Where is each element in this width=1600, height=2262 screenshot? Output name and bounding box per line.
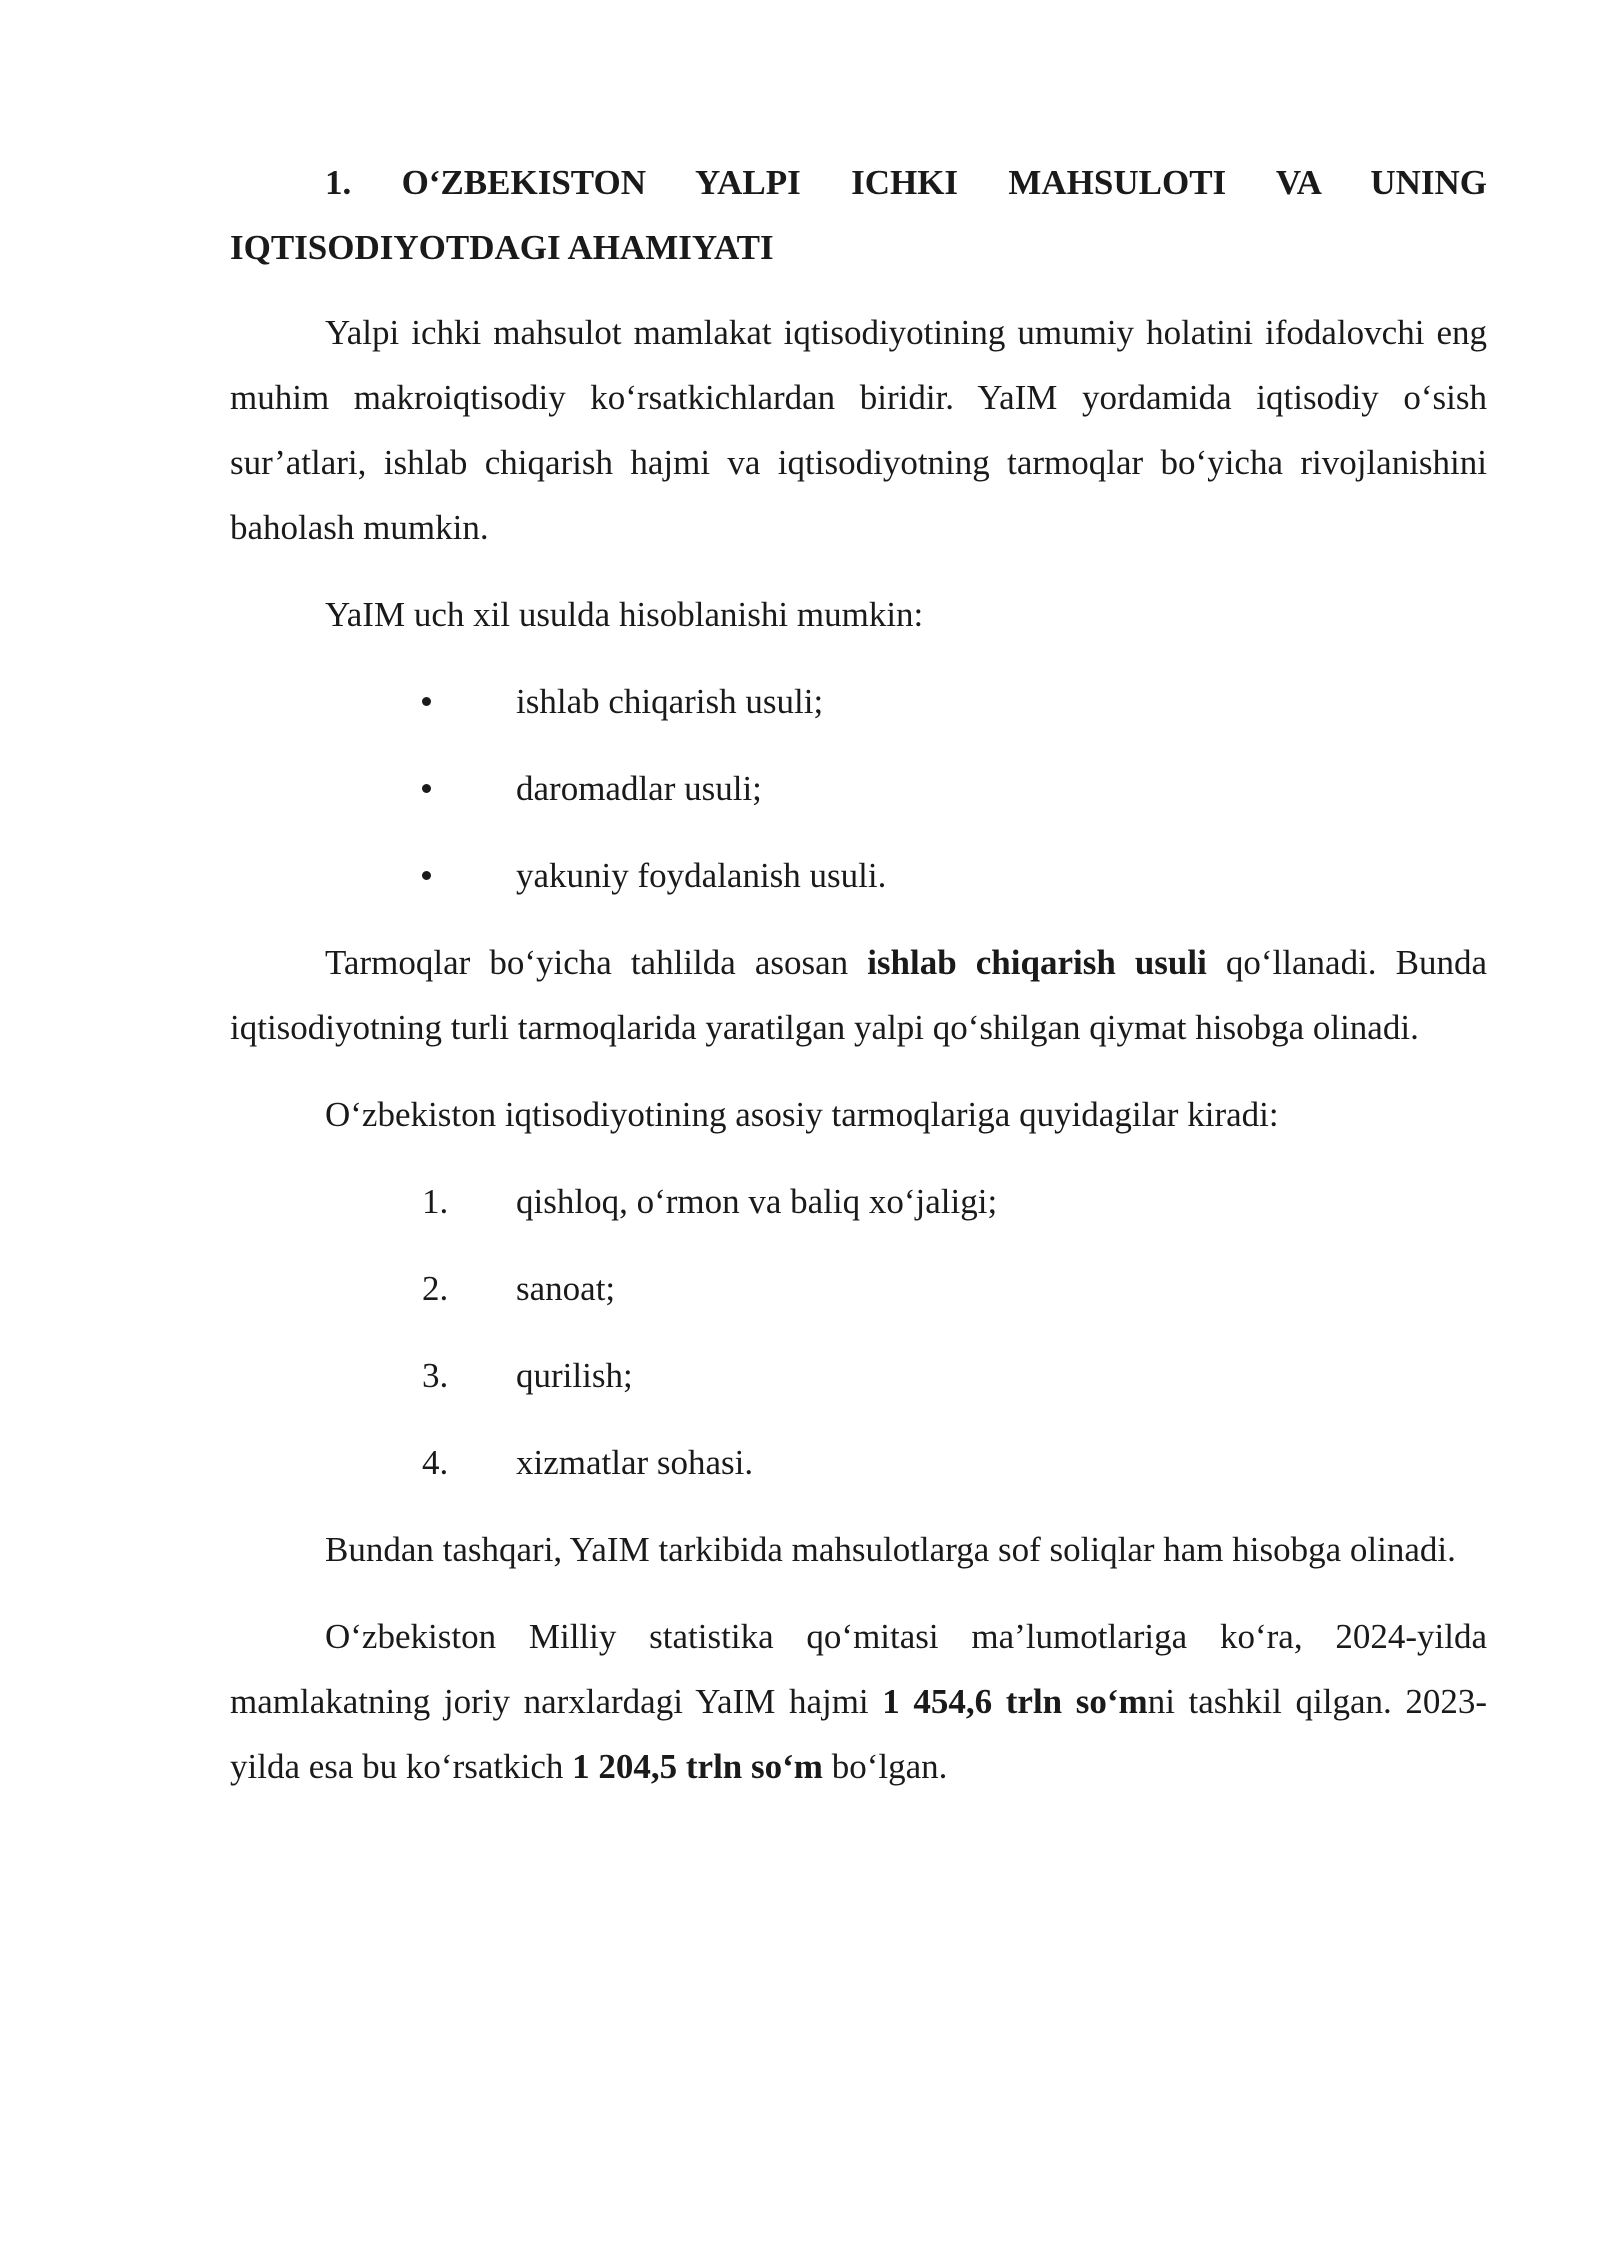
- intro-paragraph: Yalpi ichki mahsulot mamlakat iqtisodiyotining umumiy holatini ifodalovchi eng muhim makroiqtisodiy ko‘rsatkichlardan biridir. YaIM yordamida iqtisodiy o‘sish sur’atlari, ishlab chiqarish hajmi va iqtisodiyotning tarmoqlar bo‘yicha rivojlanishini baholash mumkin.: [230, 313, 1487, 547]
- production-text-after: qo‘llanadi. Bunda iqtisodiyotning turli tarmoqlarida yaratilgan yalpi qo‘shilgan qiymat hisobga olinadi.: [230, 943, 1487, 1047]
- bullet-icon: [422, 784, 431, 793]
- list-item: [230, 756, 1487, 821]
- list-item: [230, 1169, 1487, 1234]
- stats-text-part1: O‘zbekiston Milliy statistika qo‘mitasi ma’lumotlariga ko‘ra, 2024-yilda mamlakatning joriy narxlardagi YaIM hajmi: [230, 1617, 1487, 1721]
- gdp-2023-value: 1 204,5 trln so‘m: [572, 1747, 823, 1786]
- gdp-2024-value: 1 454,6 trln so‘m: [882, 1682, 1148, 1721]
- sectors-list: [230, 1169, 1487, 1495]
- list-item-text: daromadlar usuli;: [516, 769, 762, 808]
- list-item-number: 2.: [422, 1269, 449, 1308]
- statistics-paragraph: [230, 1604, 1487, 1799]
- list-item-number: 4.: [422, 1443, 449, 1482]
- list-item-number: 3.: [422, 1356, 449, 1395]
- list-item-text: ishlab chiqarish usuli;: [516, 682, 824, 721]
- list-item-text: yakuniy foydalanish usuli.: [516, 856, 887, 895]
- list-item: [230, 1430, 1487, 1495]
- list-item: [230, 1256, 1487, 1321]
- list-item: [230, 1343, 1487, 1408]
- stats-text-part3: bo‘lgan.: [822, 1747, 948, 1786]
- production-method-bold: ishlab chiqarish usuli: [867, 943, 1207, 982]
- stats-text-part2: ni tashkil qilgan. 2023-yilda esa bu ko‘rsatkich: [230, 1682, 1487, 1786]
- methods-list: [230, 669, 1487, 908]
- bullet-icon: [422, 697, 431, 706]
- production-text-before: Tarmoqlar bo‘yicha tahlilda asosan: [325, 943, 868, 982]
- methods-intro-paragraph: YaIM uch xil usulda hisoblanishi mumkin:: [325, 595, 924, 634]
- list-item-number: 1.: [422, 1182, 449, 1221]
- list-item-text: qishloq, o‘rmon va baliq xo‘jaligi;: [516, 1182, 998, 1221]
- list-item: [230, 669, 1487, 734]
- document-page: [230, 150, 1487, 1821]
- sectors-intro-paragraph: O‘zbekiston iqtisodiyotining asosiy tarmoqlariga quyidagilar kiradi:: [325, 1095, 1279, 1134]
- production-method-paragraph: [230, 930, 1487, 1060]
- list-item-text: qurilish;: [516, 1356, 633, 1395]
- list-item-text: xizmatlar sohasi.: [516, 1443, 754, 1482]
- section-heading: 1. O‘ZBEKISTON YALPI ICHKI MAHSULOTI VA UNING IQTISODIYOTDAGI AHAMIYATI: [230, 163, 1487, 267]
- list-item: [230, 843, 1487, 908]
- bullet-icon: [422, 871, 431, 880]
- list-item-text: sanoat;: [516, 1269, 616, 1308]
- taxes-paragraph: Bundan tashqari, YaIM tarkibida mahsulotlarga sof soliqlar ham hisobga olinadi.: [325, 1530, 1456, 1569]
